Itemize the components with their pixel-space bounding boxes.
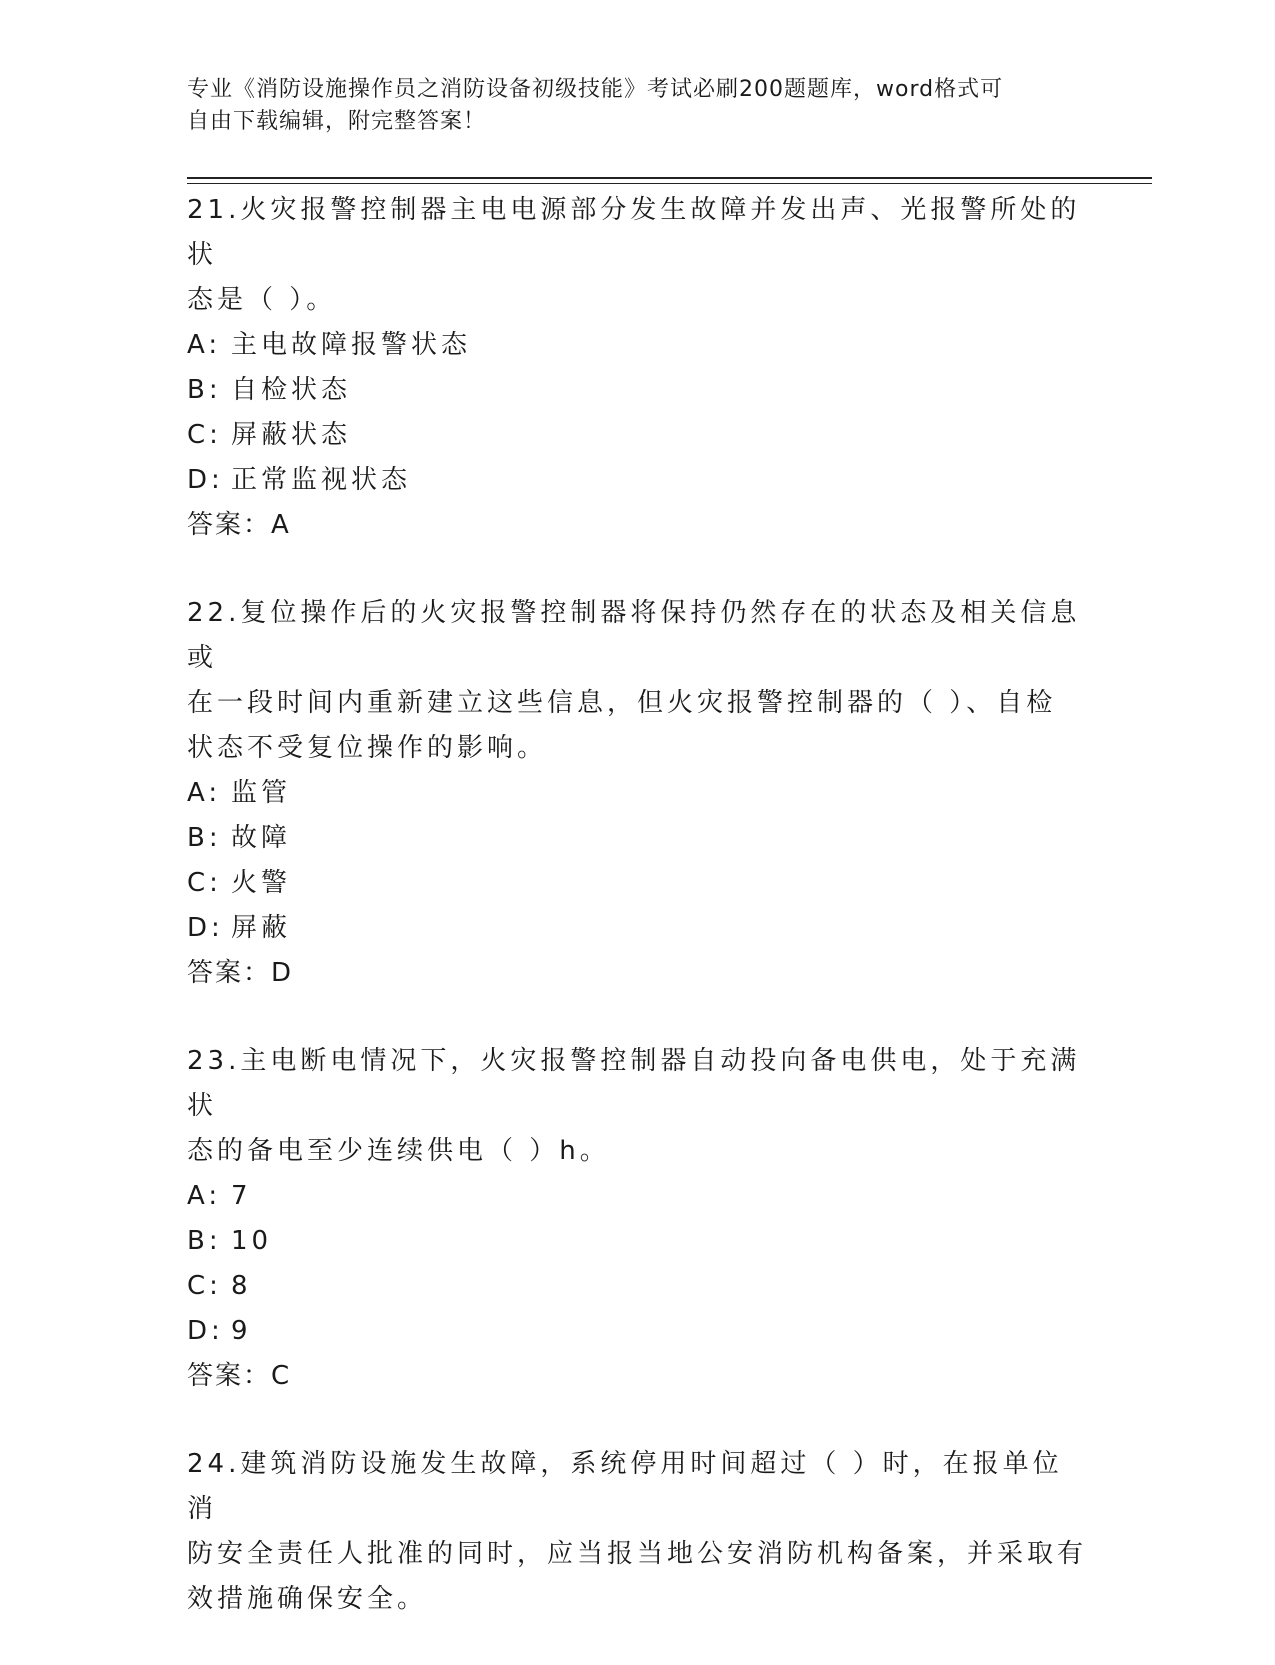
option-text: 9 [231,1316,252,1346]
answer-line: 答案：C [187,1361,292,1391]
stem-line: 态的备电至少连续供电（ ）h。 [187,1136,610,1166]
option-text: 8 [231,1271,252,1301]
answer-line: 答案：A [187,510,291,540]
header-divider-thin [187,183,1152,184]
option-letter: A: [187,778,222,808]
option-letter: C: [187,420,222,450]
stem-line: 21.火灾报警控制器主电电源部分发生故障并发出声、光报警所处的状 [187,195,1081,270]
option-a [187,323,1087,368]
stem-line: 效措施确保安全。 [187,1584,428,1614]
stem-line: 23.主电断电情况下，火灾报警控制器自动投向备电供电，处于充满状 [187,1046,1081,1121]
option-letter: D: [187,913,224,943]
option-text: 7 [231,1181,252,1211]
question-24 [187,1442,1087,1622]
option-text: 屏蔽状态 [231,420,352,450]
option-letter: B: [187,375,222,405]
option-b [187,1219,1087,1264]
question-stem [187,591,1087,771]
option-d [187,1309,1087,1354]
stem-line: 防安全责任人批准的同时，应当报当地公安消防机构备案，并采取有 [187,1539,1088,1569]
option-text: 主电故障报警状态 [231,330,472,360]
question-stem [187,188,1087,323]
question-stem [187,1039,1087,1174]
header-line-1: 专业《消防设施操作员之消防设备初级技能》考试必刷200题题库，word格式可 [187,77,1004,102]
option-letter: A: [187,330,222,360]
option-text: 10 [231,1226,273,1256]
document-header [187,74,1087,138]
option-letter: D: [187,465,224,495]
option-c [187,413,1087,458]
option-letter: C: [187,868,222,898]
option-letter: D: [187,1316,224,1346]
question-23 [187,1039,1087,1399]
option-b [187,816,1087,861]
stem-line: 22.复位操作后的火灾报警控制器将保持仍然存在的状态及相关信息或 [187,598,1081,673]
option-letter: B: [187,1226,222,1256]
stem-line: 状态不受复位操作的影响。 [187,733,548,763]
question-22 [187,591,1087,996]
option-letter: C: [187,1271,222,1301]
stem-line: 在一段时间内重新建立这些信息，但火灾报警控制器的（ ）、自检 [187,688,1057,718]
option-text: 自检状态 [231,375,352,405]
header-line-2: 自由下载编辑，附完整答案！ [187,109,487,134]
question-list [187,188,1087,1665]
answer-line: 答案：D [187,958,294,988]
option-a [187,1174,1087,1219]
option-d [187,458,1087,503]
option-letter: B: [187,823,222,853]
option-d [187,906,1087,951]
header-divider-thick [187,177,1152,179]
option-c [187,861,1087,906]
option-text: 正常监视状态 [231,465,412,495]
option-c [187,1264,1087,1309]
option-text: 故障 [231,823,292,853]
option-a [187,771,1087,816]
stem-line: 24.建筑消防设施发生故障，系统停用时间超过（ ）时，在报单位消 [187,1449,1063,1524]
question-stem [187,1442,1087,1622]
option-text: 监管 [231,778,292,808]
option-b [187,368,1087,413]
option-text: 火警 [231,868,292,898]
option-text: 屏蔽 [231,913,292,943]
option-letter: A: [187,1181,222,1211]
question-21 [187,188,1087,548]
stem-line: 态是（ ）。 [187,285,337,315]
